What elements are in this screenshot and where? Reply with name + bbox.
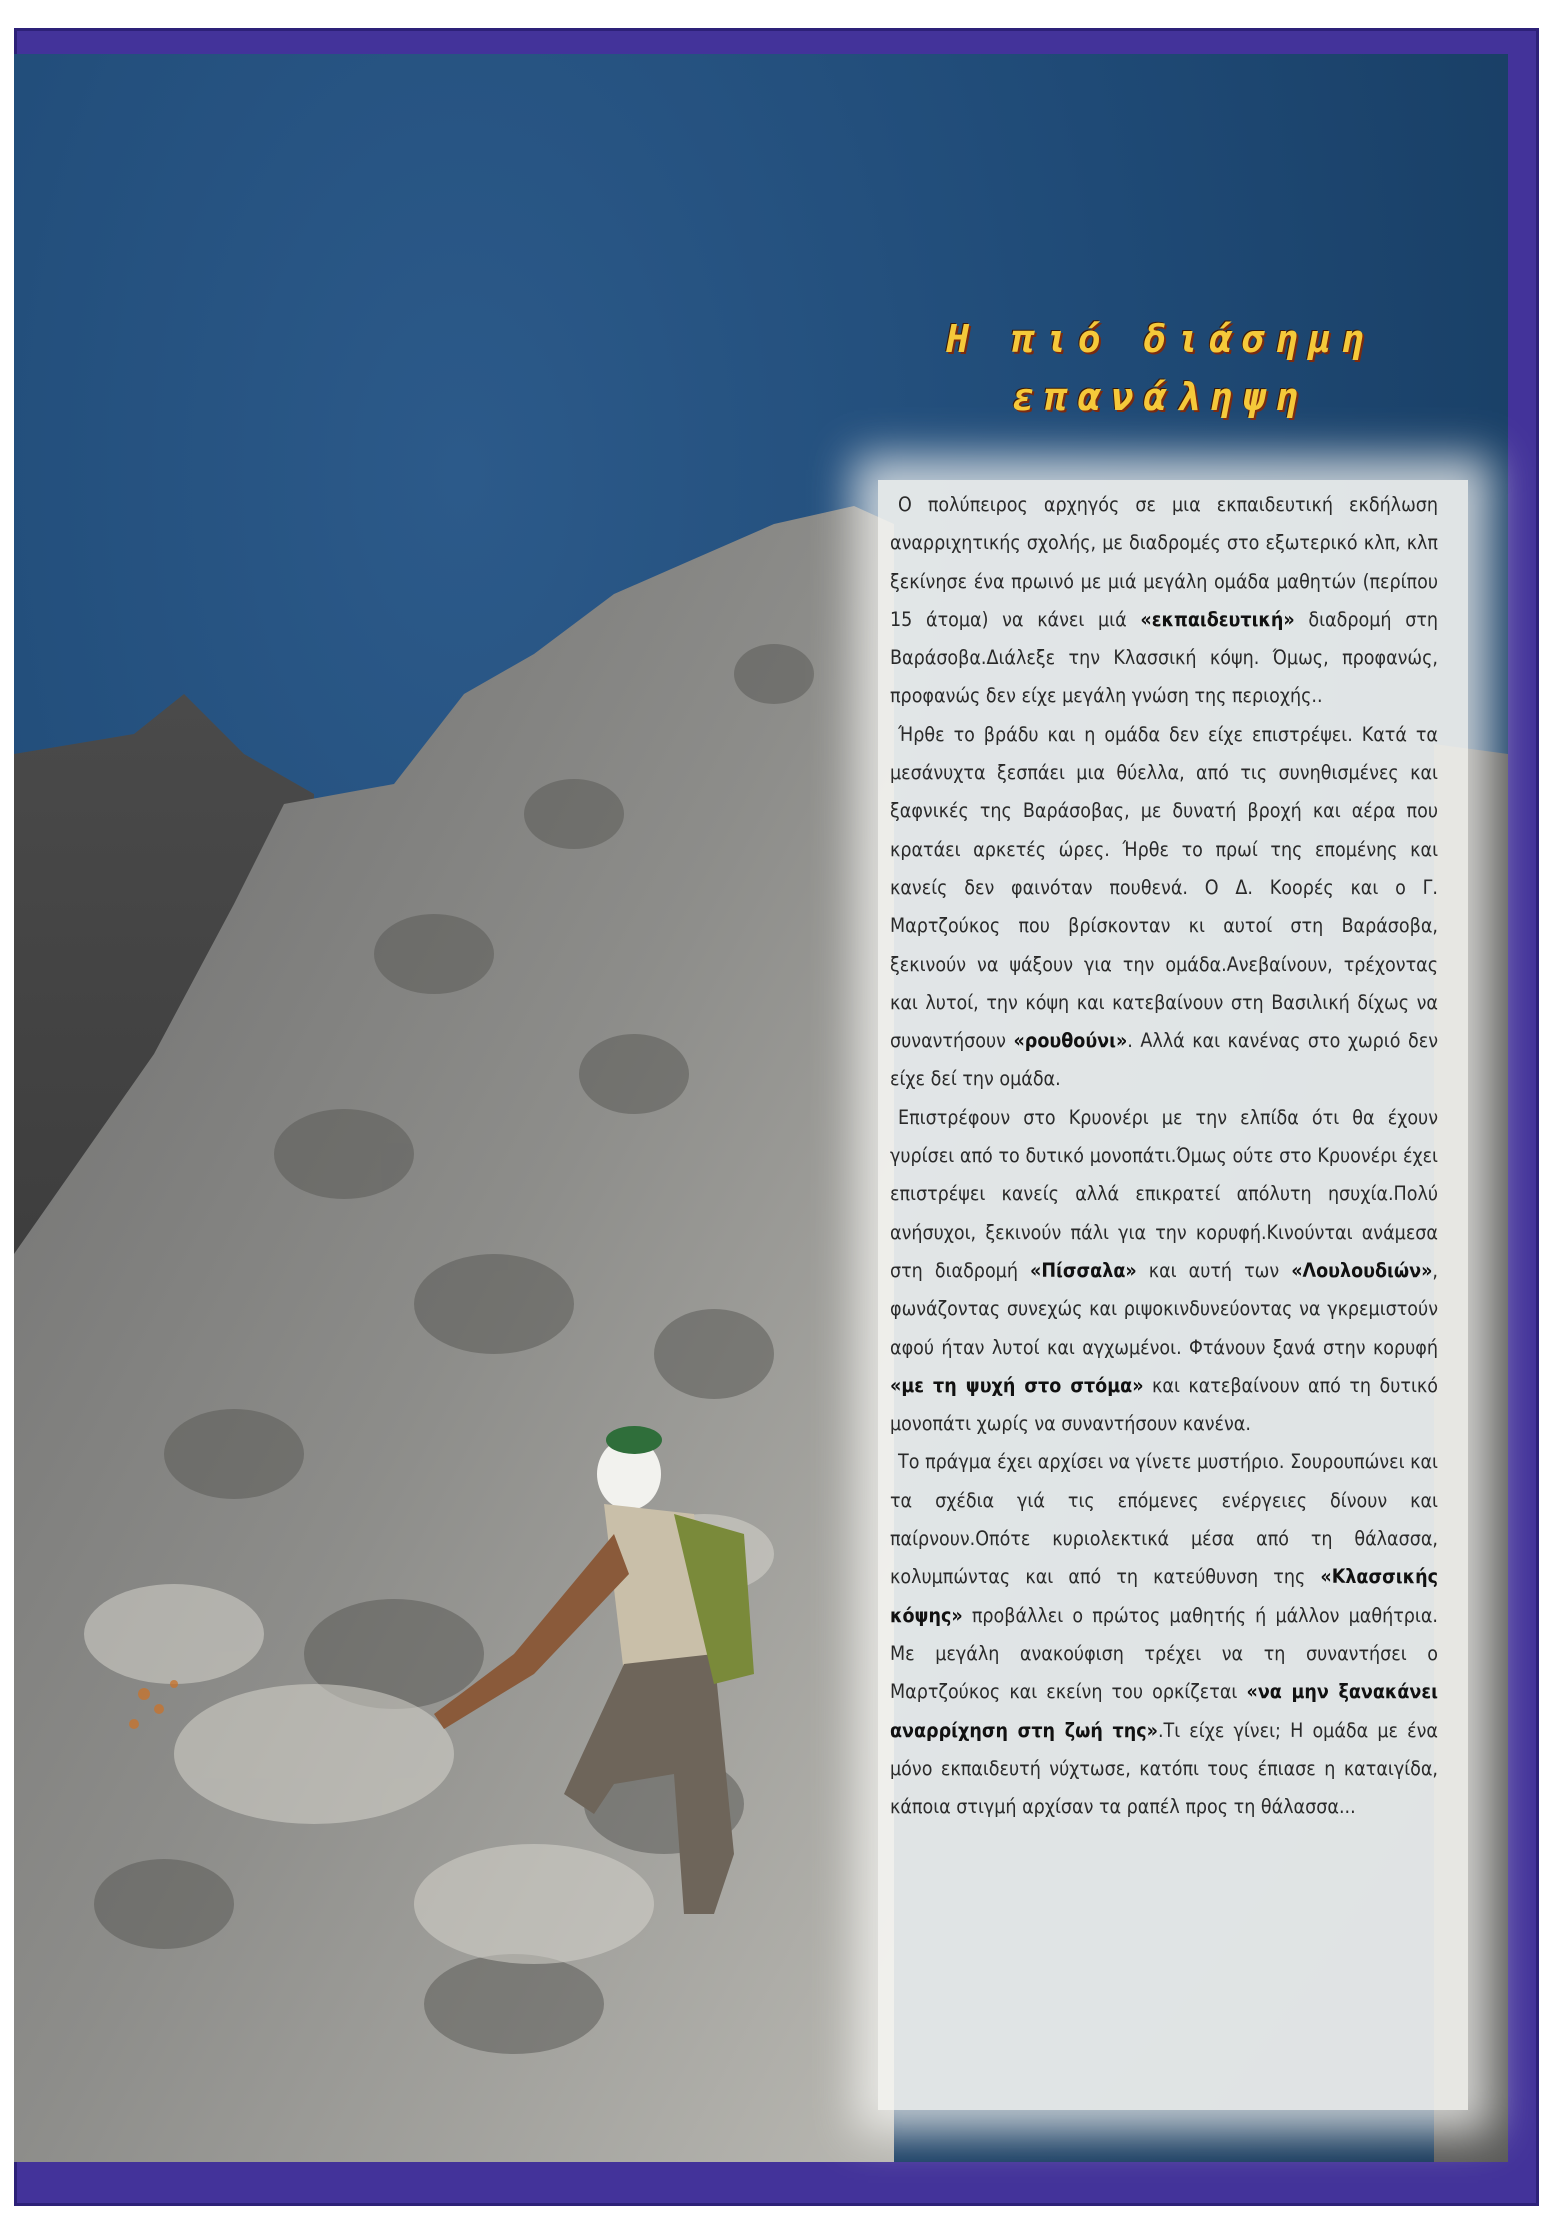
paragraph-4: [890, 1443, 1438, 1826]
quoted-term: «εκπαιδευτική»: [1140, 607, 1295, 631]
text-run: και αυτή των: [1136, 1258, 1292, 1282]
article-title: [880, 310, 1440, 426]
paragraph-3: [890, 1099, 1438, 1444]
text-run: Ο πολύπειρος αρχηγός σε μια εκπαιδευτική εκδήλωση αναρριχητικής σχολής, με διαδρομές στο εξωτερικό κλπ, κλπ ξεκίνησε ένα πρωινό με μιά μεγάλη ομάδα μαθητών (περίπου 15 άτομα) να κάνει μιά: [890, 493, 1438, 631]
text-run: προβάλλει ο πρώτος μαθητής ή μάλλον μαθήτρια. Με μεγάλη ανακούφιση τρέχει να τη συναντήσει ο Μαρτζούκος και εκείνη του ορκίζεται: [890, 1603, 1438, 1704]
quoted-term: «ρουθούνι»: [1013, 1029, 1128, 1053]
article-body: [890, 486, 1438, 1826]
climber-cap: [606, 1426, 662, 1454]
text-run: και κατεβαίνουν από τη δυτικό μονοπάτι χωρίς να συναντήσουν κανένα.: [890, 1373, 1438, 1436]
text-run: Ήρθε το βράδυ και η ομάδα δεν είχε επιστρέψει. Κατά τα μεσάνυχτα ξεσπάει μια θύελλα, από τις συνηθισμένες και ξαφνικές της Βαράσοβας, με δυνατή βροχή και αέρα που κρατάει αρκετές ώρες. Ήρθε το πρωί της επομένης και κανείς δεν φαινόταν πουθενά. Ο Δ. Κοορές και ο Γ. Μαρτζούκος που βρίσκονταν κι αυτοί στη Βαράσοβα, ξεκινούν να ψάξουν για την ομάδα.Ανεβαίνουν, τρέχοντας και λυτοί, την κόψη και κατεβαίνουν στη Βασιλική δίχως να συναντήσουν: [890, 722, 1438, 1053]
quoted-term: «Κλασσικής κόψης»: [890, 1565, 1438, 1627]
paragraph-1: [890, 486, 1438, 716]
quoted-term: «να μην ξανακάνει αναρρίχηση στη ζωή της»: [890, 1680, 1438, 1742]
paragraph-2: [890, 716, 1438, 1099]
text-run: , φωνάζοντας συνεχώς και ριψοκινδυνεύοντας να γκρεμιστούν αφού ήταν λυτοί και αγχωμένοι. Φτάνουν ξανά στην κορυφή: [890, 1258, 1438, 1359]
text-run: Επιστρέφουν στο Κρυονέρι με την ελπίδα ότι θα έχουν γυρίσει από το δυτικό μονοπάτι.Όμως ούτε στο Κρυονέρι έχει επιστρέψει κανείς αλλά επικρατεί απόλυτη ησυχία.Πολύ ανήσυχοι, ξεκινούν πάλι για την κορυφή.Κινούνται ανάμεσα στη διαδρομή: [890, 1105, 1438, 1282]
quoted-term: «Λουλουδιών»: [1291, 1258, 1433, 1282]
text-run: . Αλλά και κανένας στο χωριό δεν είχε δεί την ομάδα.: [890, 1029, 1438, 1091]
title-line-2: επανάληψη: [1012, 375, 1308, 419]
quoted-term: «Πίσσαλα»: [1030, 1258, 1137, 1282]
title-line-1: Η πιό διάσημη: [946, 317, 1374, 361]
text-run: .Τι είχε γίνει; Η ομάδα με ένα μόνο εκπαιδευτή νύχτωσε, κατόπι τους έπιασε η καταιγίδα, κάποια στιγμή αρχίσαν τα ραπέλ προς τη θάλασσα...: [890, 1718, 1439, 1819]
quoted-term: «με τη ψυχή στο στόμα»: [890, 1373, 1144, 1397]
text-run: διαδρομή στη Βαράσοβα.Διάλεξε την Κλασσική κόψη. Όμως, προφανώς, προφανώς δεν είχε μεγάλη γνώση της περιοχής..: [890, 607, 1439, 708]
text-run: Το πράγμα έχει αρχίσει να γίνετε μυστήριο. Σουρουπώνει και τα σχέδια γιά τις επόμενες ενέργειες δίνουν και παίρνουν.Οπότε κυριολεκτικά μέσα από τη θάλασσα, κολυμπώντας και από τη κατεύθυνση της: [890, 1450, 1438, 1589]
